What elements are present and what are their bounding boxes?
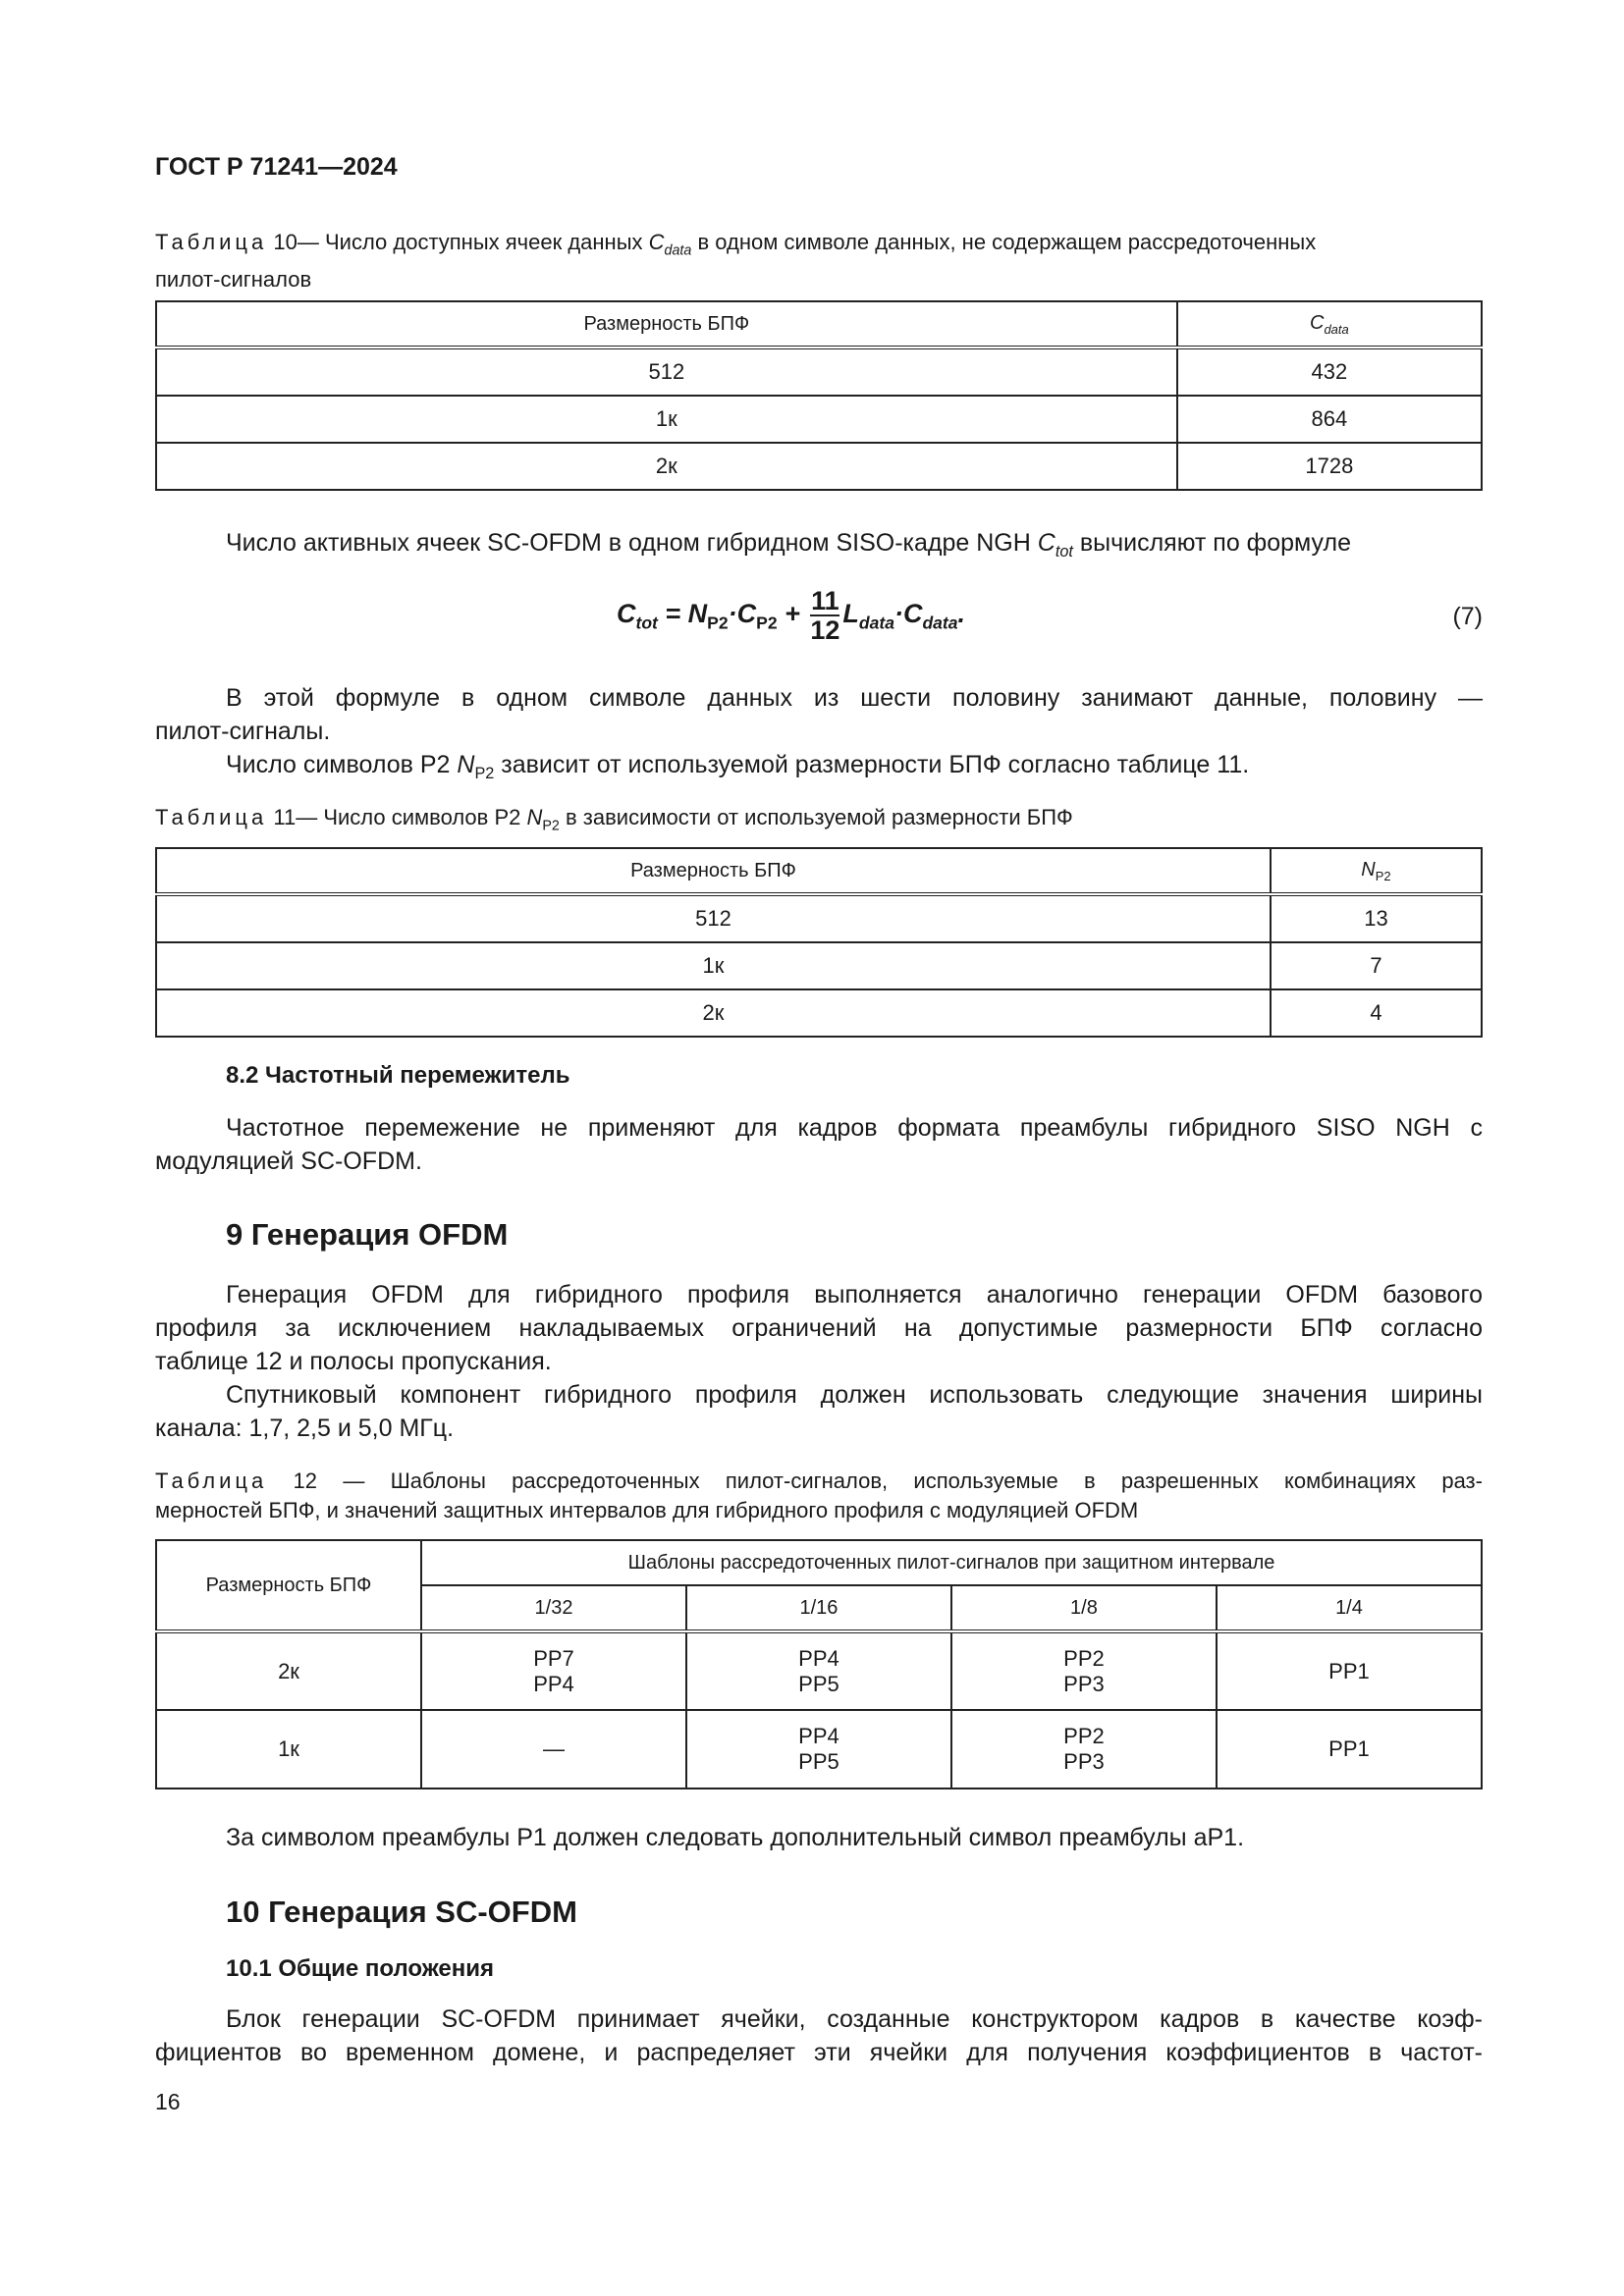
cell: PP4 PP5	[686, 1631, 951, 1710]
text-line: пилот-сигналы.	[155, 718, 331, 745]
cell: 512	[156, 347, 1177, 396]
cell: PP2 PP3	[951, 1710, 1217, 1789]
page-number: 16	[155, 2089, 181, 2114]
caption-var: C	[648, 230, 665, 254]
table12-caption	[155, 1467, 1483, 1525]
text-line: В этой формуле в одном символе данных из шести половину занимают данные, половину —	[226, 684, 1483, 712]
table11	[155, 847, 1483, 1038]
text-line: канала: 1,7, 2,5 и 5,0 МГц.	[155, 1415, 455, 1442]
cell: 2к	[156, 443, 1177, 490]
cell: PP1	[1217, 1631, 1482, 1710]
cell: 4	[1271, 989, 1482, 1037]
caption-prefix: Таблица	[155, 805, 268, 829]
formula-7: $C_{tot} = N_{P2}\cdot C_{P2}$ + $\frac{11}{12}$ $L_{data}\cdot C_{data}$. (7)	[617, 586, 1483, 645]
cell: PP4 PP5	[686, 1710, 951, 1789]
document-id: ГОСТ Р 71241—2024	[155, 153, 398, 181]
caption-prefix: Таблица	[155, 230, 268, 254]
table-header-row	[156, 301, 1482, 347]
paragraph	[155, 1821, 1483, 1854]
text-line: Блок генерации SC-OFDM принимает ячейки, созданные конструктором кадров в качестве коэф-	[226, 2005, 1483, 2033]
cell: 512	[156, 894, 1271, 942]
caption-text: в одном символе данных, не содержащем рассредоточенных	[691, 230, 1317, 254]
header-cell: 1/16	[686, 1585, 951, 1631]
table10	[155, 300, 1483, 491]
section-8-2-heading: 8.2 Частотный перемежитель	[226, 1062, 570, 1089]
cell: 1728	[1177, 443, 1482, 490]
cell: 13	[1271, 894, 1482, 942]
header-cell: 1/8	[951, 1585, 1217, 1631]
caption-number: 12	[293, 1468, 318, 1493]
header-cell: Размерность БПФ	[156, 301, 1177, 347]
table-row	[156, 1710, 1482, 1789]
cell: PP2 PP3	[951, 1631, 1217, 1710]
table-row	[156, 443, 1482, 490]
caption-sub: data	[664, 242, 692, 259]
caption-text: — Число символов P2	[296, 805, 527, 829]
cell: 1к	[156, 942, 1271, 989]
formula-number: (7)	[1452, 603, 1483, 630]
text-line: Число активных ячеек SC-OFDM в одном гибридном SISO-кадре NGH $C_{tot}$ вычисляют по формуле	[226, 529, 1351, 561]
table-row	[156, 894, 1482, 942]
header-cell: $C_{data}$	[1177, 301, 1482, 347]
cell: 1к	[156, 1710, 421, 1789]
text-line: фициентов во временном домене, и распределяет эти ячейки для получения коэффициентов в частот-	[155, 2039, 1483, 2066]
table-header-row	[156, 1540, 1482, 1585]
cell: 1к	[156, 396, 1177, 443]
table-row	[156, 989, 1482, 1037]
caption-text: пилот-сигналов	[155, 267, 312, 293]
caption-sub: P2	[542, 818, 560, 834]
caption-number: 11	[273, 805, 297, 829]
text-line: таблице 12 и полосы пропускания.	[155, 1348, 552, 1375]
section-10-1-heading: 10.1 Общие положения	[226, 1955, 495, 1982]
table-row	[156, 396, 1482, 443]
text-line: профиля за исключением накладываемых ограничений на допустимые размерности БПФ согласно	[155, 1314, 1483, 1342]
cell: 432	[1177, 347, 1482, 396]
table12	[155, 1539, 1483, 1789]
cell: 2к	[156, 1631, 421, 1710]
cell: —	[421, 1710, 686, 1789]
caption-text: мерностей БПФ, и значений защитных интервалов для гибридного профиля с модуляцией OFDM	[155, 1498, 1139, 1522]
header-cell: 1/32	[421, 1585, 686, 1631]
header-cell: $N_{P2}$	[1271, 848, 1482, 894]
text-line: модуляцией SC-OFDM.	[155, 1148, 422, 1175]
text-line: Спутниковый компонент гибридного профиля должен использовать следующие значения ширины	[226, 1381, 1483, 1409]
cell: 7	[1271, 942, 1482, 989]
header-cell: Шаблоны рассредоточенных пилот-сигналов при защитном интервале	[421, 1540, 1482, 1585]
cell: 2к	[156, 989, 1271, 1037]
text-line: Число символов P2 $N_{P2}$ зависит от используемой размерности БПФ согласно таблице 11.	[226, 751, 1250, 782]
caption-number: 10	[273, 230, 298, 254]
paragraph	[155, 526, 1483, 560]
cell: 864	[1177, 396, 1482, 443]
header-cell: Размерность БПФ	[156, 848, 1271, 894]
caption-text: — Шаблоны рассредоточенных пилот-сигналов, используемые в разрешенных комбинациях раз-	[343, 1468, 1483, 1493]
table11-caption	[155, 803, 1483, 840]
caption-text: — Число доступных ячеек данных	[297, 230, 649, 254]
paragraph	[155, 681, 1483, 781]
section-9-heading: 9 Генерация OFDM	[226, 1217, 509, 1252]
caption-text: в зависимости от используемой размерности БПФ	[559, 805, 1073, 829]
table-row	[156, 1631, 1482, 1710]
header-cell: 1/4	[1217, 1585, 1482, 1631]
header-cell: Размерность БПФ	[156, 1540, 421, 1631]
table10-caption	[155, 228, 1483, 294]
table-row	[156, 942, 1482, 989]
table-row	[156, 347, 1482, 396]
paragraph	[155, 1278, 1483, 1445]
cell: PP7 PP4	[421, 1631, 686, 1710]
text-line: Генерация OFDM для гибридного профиля выполняется аналогично генерации OFDM базового	[226, 1281, 1483, 1308]
paragraph	[155, 1111, 1483, 1178]
text-line: Частотное перемежение не применяют для кадров формата преамбулы гибридного SISO NGH с	[226, 1114, 1483, 1142]
caption-prefix: Таблица	[155, 1468, 268, 1493]
cell: PP1	[1217, 1710, 1482, 1789]
caption-var: N	[526, 805, 543, 829]
text-line: За символом преамбулы P1 должен следовать дополнительный символ преамбулы aP1.	[226, 1824, 1245, 1851]
section-10-heading: 10 Генерация SC-OFDM	[226, 1895, 577, 1929]
table-header-row	[156, 848, 1482, 894]
paragraph	[155, 2002, 1483, 2069]
